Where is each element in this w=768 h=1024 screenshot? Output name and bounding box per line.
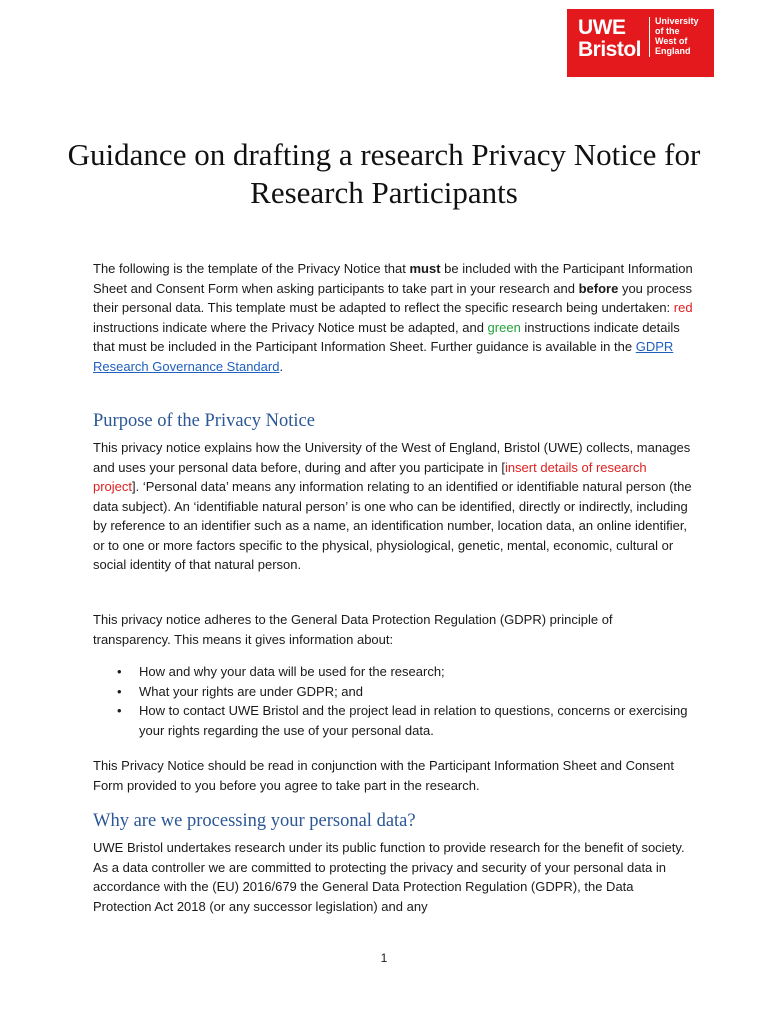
logo-small-line: England (655, 46, 691, 56)
logo-small-line: West of (655, 36, 688, 46)
logo-divider (649, 17, 650, 57)
section-heading-purpose: Purpose of the Privacy Notice (93, 411, 315, 431)
section-heading-why-processing: Why are we processing your personal data? (93, 811, 416, 831)
list-item (93, 682, 693, 702)
uwe-bristol-logo (567, 9, 714, 77)
page-number: 1 (380, 951, 388, 965)
intro-bold-before: before (578, 280, 619, 296)
logo-small-line: of the (655, 26, 680, 36)
intro-paragraph (93, 259, 693, 376)
list-item-text: How to contact UWE Bristol and the project lead in relation to questions, concerns or exercising your rights regarding the use of your personal data. (139, 703, 688, 738)
logo-line-uwe: UWE (578, 16, 626, 39)
intro-green-word: green (487, 319, 521, 335)
document-title: Guidance on drafting a research Privacy Notice for Research Participants (67, 137, 701, 210)
bullet-icon: • (117, 664, 122, 679)
intro-red-word: red (673, 300, 693, 315)
logo-wordmark (578, 17, 641, 61)
purpose-text: This privacy notice explains how the University of the West of England, Bristol (UWE) collects, manages and uses your personal data before, during and after you participate in [ (93, 440, 691, 475)
processing-paragraph: UWE Bristol undertakes research under its public function to provide research for the benefit of society. As a data controller we are committed to protecting the privacy and security of your personal data in accordance with the (EU) 2016/679 the General Data Protection Regulation (GDPR), the Data Protection Act 2018 (or any successor legislation) and any (93, 840, 685, 914)
conjunction-paragraph: This Privacy Notice should be read in conjunction with the Participant Information Sheet and Consent Form provided to you before you agree to take part in the research. (93, 758, 674, 793)
purpose-text: ]. ‘Personal data’ means any information relating to an identified or identifiable natural person (the data subject). An ‘identifiable natural person’ is one who can be identified, directly or indirectly, including by reference to an identifier such as a name, an identification number, location data, an online identifier, or to one or more factors specific to the physical, physiological, genetic, mental, economic, cultural or social identity of that natural person. (93, 479, 692, 572)
list-item (93, 662, 693, 682)
purpose-paragraph (93, 438, 693, 575)
list-item (93, 701, 693, 740)
intro-text: you process their personal data. This template must be adapted to reflect the specific research being undertaken: (93, 280, 693, 315)
rights-bullet-list (93, 662, 693, 740)
intro-text: . (279, 358, 284, 374)
purpose-red-instruction: insert details of research project (93, 459, 647, 494)
logo-small-line: University (655, 16, 699, 26)
intro-text: instructions indicate where the Privacy Notice must be adapted, and (93, 319, 488, 335)
list-item-text: How and why your data will be used for the research; (139, 664, 445, 679)
logo-line-bristol: Bristol (578, 38, 642, 61)
intro-text: be included with the Participant Information Sheet and Consent Form when asking participants to take part in your research and (93, 261, 693, 296)
logo-university-text (655, 16, 699, 56)
list-item-text: What your rights are under GDPR; and (139, 683, 363, 699)
bullet-icon: • (117, 683, 122, 699)
intro-text: instructions indicate details that must be included in the Participant Information Sheet. Further guidance is available in the (93, 319, 680, 354)
gdpr-standard-link[interactable]: GDPR Research Governance Standard (93, 339, 674, 374)
transparency-paragraph: This privacy notice adheres to the General Data Protection Regulation (GDPR) principle of transparency. This means it gives information about: (93, 612, 613, 647)
bullet-icon: • (117, 703, 122, 718)
intro-text: The following is the template of the Privacy Notice that (93, 261, 410, 276)
intro-bold-must: must (409, 261, 441, 276)
